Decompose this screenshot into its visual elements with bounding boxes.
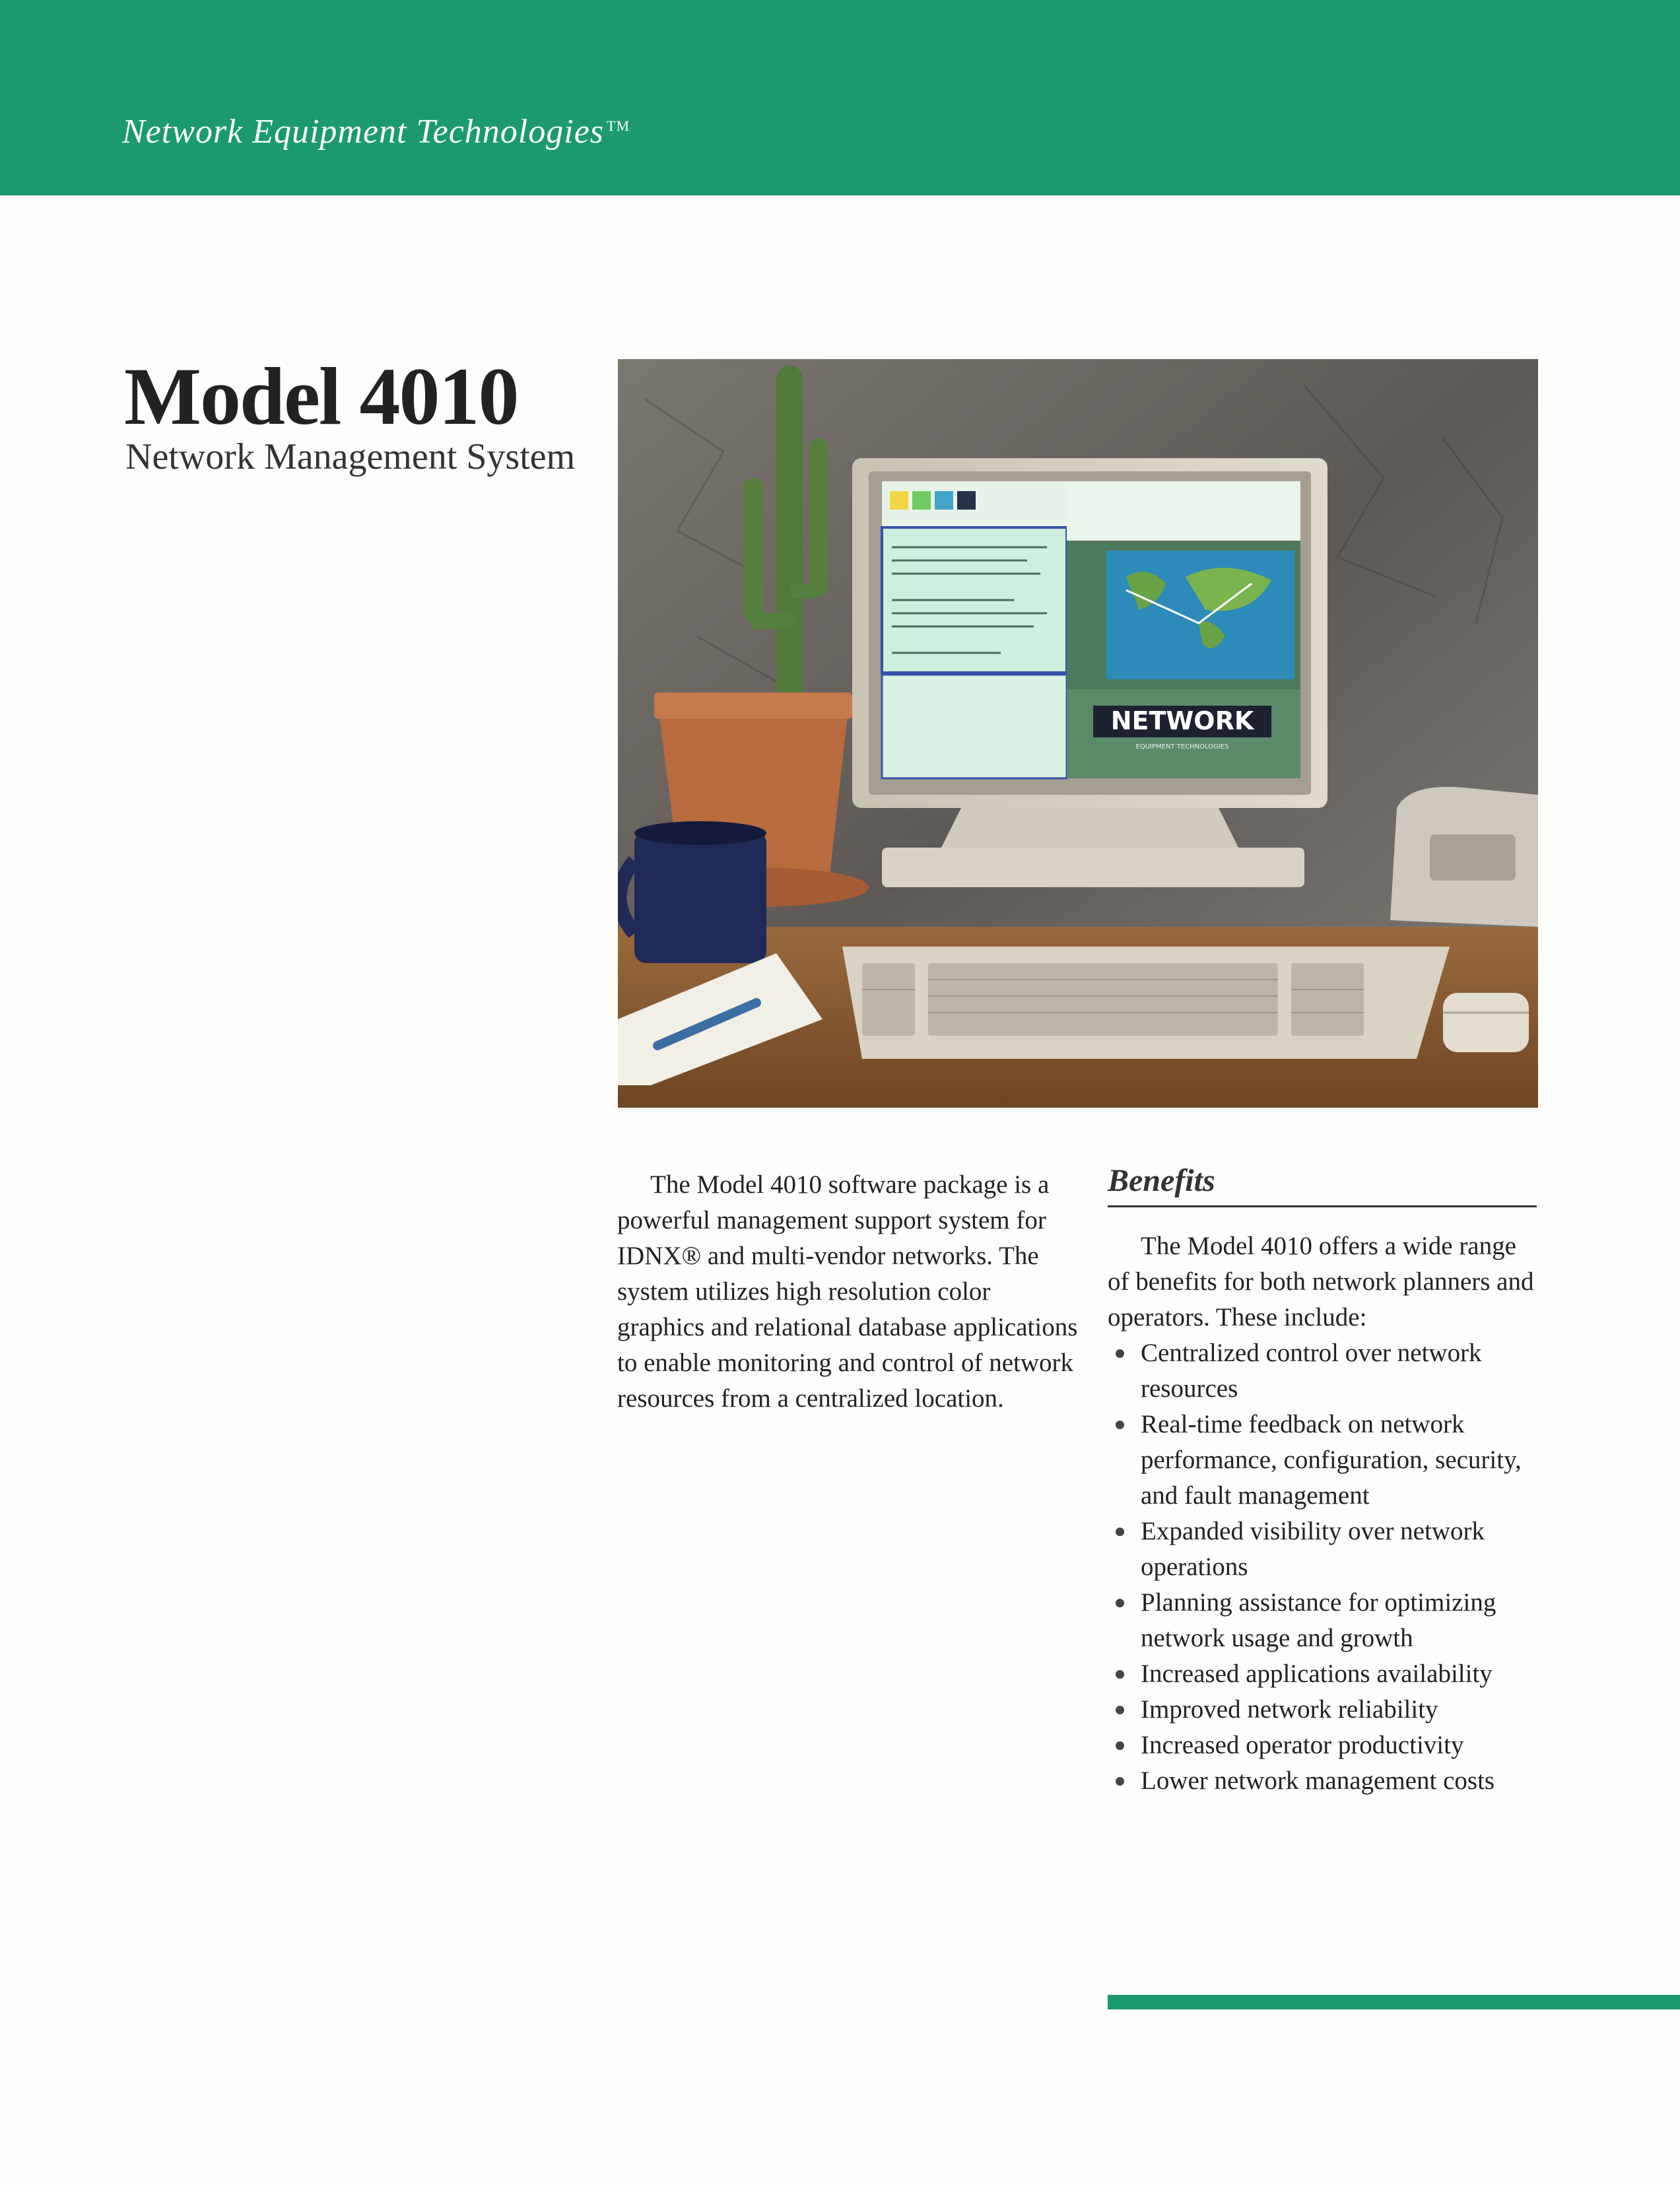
- benefit-item: Improved network reliability: [1108, 1692, 1537, 1728]
- mouse: [1443, 993, 1529, 1052]
- telephone: [1390, 787, 1538, 927]
- benefit-item: Real-time feedback on network performance, configuration, security, and fault management: [1108, 1407, 1537, 1514]
- intro-column: [617, 1167, 1079, 1417]
- benefits-list: [1108, 1335, 1537, 1799]
- product-photo: [618, 359, 1538, 1108]
- keyboard: [842, 947, 1450, 1059]
- screen-logo-sub: EQUIPMENT TECHNOLOGIES: [1135, 743, 1229, 751]
- bottom-accent-bar: [1108, 1995, 1680, 2009]
- benefits-heading: Benefits: [1108, 1163, 1537, 1207]
- header-banner: [0, 0, 1680, 195]
- intro-paragraph: The Model 4010 software package is a powerful management support system for IDNX® and multi-vendor networks. The system utilizes high resolution color graphics and relational database applications to enable monitoring and control of network resources from a centralized location.: [617, 1170, 1078, 1413]
- benefit-item: Expanded visibility over network operations: [1108, 1514, 1537, 1585]
- mug: [620, 821, 767, 963]
- trademark-mark: TM: [607, 117, 630, 134]
- benefit-item: Planning assistance for optimizing network usage and growth: [1108, 1585, 1537, 1656]
- benefits-column: [1108, 1163, 1537, 1799]
- company-name: Network Equipment Technologies ™: [122, 113, 630, 151]
- product-subtitle: Network Management System: [125, 436, 576, 477]
- benefit-item: Centralized control over network resources: [1108, 1335, 1537, 1407]
- benefit-item: Lower network management costs: [1108, 1763, 1537, 1799]
- benefit-item: Increased operator productivity: [1108, 1728, 1537, 1763]
- benefits-intro: The Model 4010 offers a wide range of benefits for both network planners and operators. These include:: [1108, 1232, 1534, 1331]
- product-title: Model 4010: [124, 351, 518, 442]
- benefit-item: Increased applications availability: [1108, 1656, 1537, 1692]
- screen-logo: NETWORK: [1110, 706, 1254, 735]
